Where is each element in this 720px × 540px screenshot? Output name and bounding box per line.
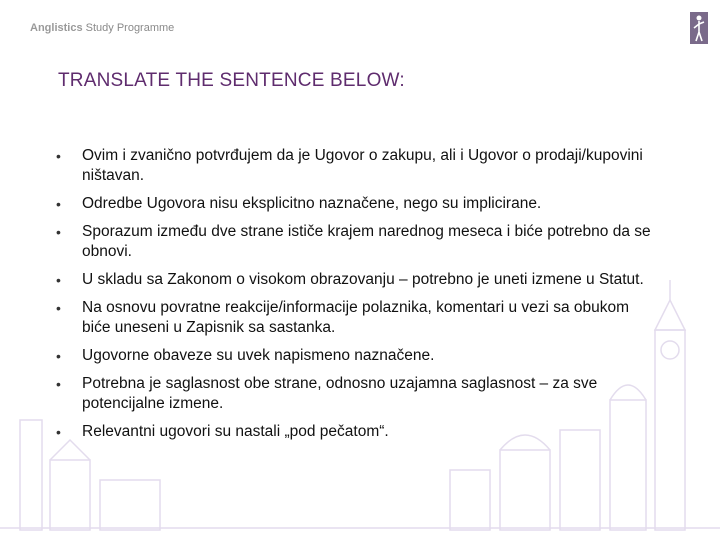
list-item — [50, 194, 660, 214]
figure-logo-icon — [690, 12, 708, 44]
bullet-text: Ugovorne obaveze su uvek napismeno naznačene. — [82, 347, 435, 364]
bullet-marker: • — [56, 272, 61, 288]
bullet-marker: • — [56, 376, 61, 392]
list-item — [50, 222, 660, 262]
bullet-text: Sporazum između dve strane ističe krajem narednog meseca i biće potrebno da se obnovi. — [82, 223, 651, 260]
brand-name: Anglistics — [30, 22, 83, 34]
bullet-text: Odredbe Ugovora nisu eksplicitno naznačene, nego su implicirane. — [82, 195, 542, 212]
bullet-text: U skladu sa Zakonom o visokom obrazovanju – potrebno je uneti izmene u Statut. — [82, 271, 644, 288]
bullet-marker: • — [56, 424, 61, 440]
header-label — [30, 22, 174, 34]
list-item — [50, 270, 660, 290]
bullet-marker: • — [56, 224, 61, 240]
bullet-text: Ovim i zvanično potvrđujem da je Ugovor o zakupu, ali i Ugovor o prodaji/kupovini ništavan. — [82, 147, 643, 184]
slide-title: TRANSLATE THE SENTENCE BELOW: — [58, 70, 405, 91]
list-item — [50, 422, 660, 442]
bullet-text: Relevantni ugovori su nastali „pod pečatom“. — [82, 423, 389, 440]
bullet-marker: • — [56, 348, 61, 364]
bullet-text: Na osnovu povratne reakcije/informacije polaznika, komentari u vezi sa obukom biće uneseni u Zapisnik sa sastanka. — [82, 299, 630, 336]
bullet-marker: • — [56, 148, 61, 164]
list-item — [50, 346, 660, 366]
list-item — [50, 298, 660, 338]
bullet-marker: • — [56, 300, 61, 316]
bullet-marker: • — [56, 196, 61, 212]
bullet-list — [50, 146, 660, 450]
program-name: Study Programme — [85, 22, 175, 34]
bullet-text: Potrebna je saglasnost obe strane, odnosno uzajamna saglasnost – za sve potencijalne izmene. — [82, 375, 598, 412]
list-item — [50, 146, 660, 186]
list-item — [50, 374, 660, 414]
